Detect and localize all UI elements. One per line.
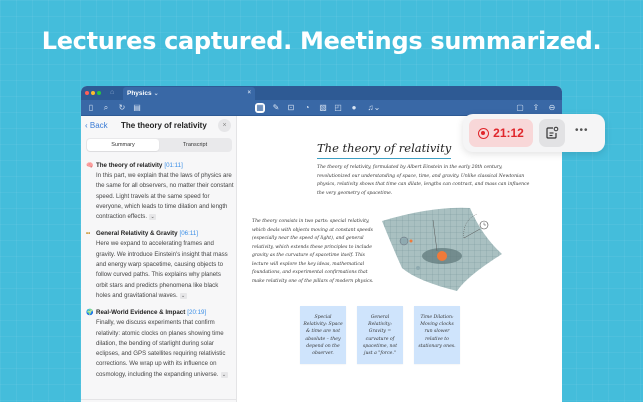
section-heading (86, 309, 234, 316)
summary-section (86, 230, 234, 301)
section-text: Finally, we discuss experiments that confirm relativity: atomic clocks on planes showing time dilation, the bending of starlight during solar eclipses, and GPS satellites requiring relativistic corrections. We wrap up with its influence on cosmology, including the expanding universe. (96, 319, 226, 378)
back-label: Back (89, 121, 108, 130)
zoom-window-button[interactable] (97, 91, 101, 95)
export-icon[interactable]: ⇪ (532, 103, 540, 112)
summary-sections (86, 162, 234, 388)
sidebar-icon[interactable]: ▯ (88, 103, 94, 112)
content-area (81, 116, 562, 402)
pen-icon[interactable]: ✎ (272, 103, 280, 112)
note-summary-icon (545, 126, 559, 140)
globe-icon: 🌍 (86, 310, 94, 317)
expand-button[interactable]: ⌄ (181, 292, 186, 299)
more-options-button[interactable]: ••• (575, 125, 589, 136)
expand-button[interactable]: ⌄ (150, 214, 155, 221)
divider (81, 399, 236, 400)
title-bar (81, 86, 562, 100)
sticky-note[interactable]: Special Relativity: Space & time are not absolute – they depend on the observer. (300, 306, 346, 364)
summary-notes-button[interactable] (539, 119, 565, 147)
section-title: General Relativity & Gravity (96, 230, 178, 238)
minimize-window-button[interactable] (91, 91, 95, 95)
sticky-note[interactable]: Time Dilation: Moving clocks run slower relative to stationary ones. (414, 306, 460, 364)
recording-popover (463, 114, 605, 152)
search-icon[interactable]: ⌕ (103, 103, 109, 112)
section-title: Real-World Evidence & Impact (96, 309, 186, 317)
section-title: The theory of relativity (96, 162, 163, 169)
recording-time: 21:12 (493, 126, 524, 140)
back-button[interactable]: ‹ Back (85, 121, 108, 130)
traffic-lights (85, 91, 101, 95)
expand-button[interactable]: ⌄ (221, 371, 227, 378)
home-icon[interactable]: ⌂ (110, 89, 115, 96)
timestamp-link[interactable]: [06:11] (179, 230, 198, 238)
timestamp-link[interactable]: [20:19] (187, 309, 207, 317)
chevron-down-icon[interactable]: ⌄ (153, 91, 159, 97)
image-icon[interactable]: ▧ (319, 103, 327, 112)
tab-close-button[interactable]: × (247, 90, 251, 96)
minus-circle-icon[interactable]: ⊖ (548, 103, 556, 112)
section-text: Here we expand to accelerating frames and gravity. We introduce Einstein's insight that mass and energy warp spacetime, causing objects to follow curved paths. This explains why planets orbit stars and predicts phenomena like black holes and gravitational waves. (96, 240, 228, 299)
summary-section (86, 309, 234, 380)
section-body (86, 171, 234, 222)
sticky-note[interactable]: General Relativity: Gravity = curvature of spacetime, not just a "force." (357, 306, 403, 364)
section-heading (86, 230, 234, 237)
share-icon[interactable]: ↻ (118, 103, 126, 112)
close-window-button[interactable] (85, 91, 89, 95)
text-box-icon[interactable]: ⊡ (287, 103, 295, 112)
section-body (86, 318, 234, 380)
recording-button[interactable] (469, 119, 533, 147)
shape-icon[interactable]: ◔ (304, 103, 310, 112)
more-circle-icon[interactable]: ● (351, 103, 357, 112)
note-body: The theory consists in two parts: special relativity, which deals with objects moving at constant speeds (especially near the speed of light), and general relativity, which extends these principles to include gravity as the curvature of spacetime itself. This lecture will explore the key ideas, mathematical foundations, and experimental confirmations that make relativity one of the pillars of modern physics. (252, 219, 374, 284)
brain-icon: 🧠 (86, 163, 94, 169)
timestamp-link[interactable]: [01:11] (164, 162, 183, 169)
note-page[interactable] (237, 116, 562, 402)
notes-icon[interactable]: ▦ (256, 103, 264, 112)
tab-summary[interactable]: Summary (87, 139, 159, 151)
note-title: The theory of relativity (317, 141, 451, 159)
sticky-notes (300, 306, 460, 364)
section-heading (86, 162, 234, 169)
tab-label: Physics (127, 90, 152, 97)
eyes-icon: •• (86, 230, 91, 237)
summary-section (86, 162, 234, 222)
headline: Lectures captured. Meetings summarized. (41, 27, 602, 55)
audio-icon[interactable]: ♫⌄ (367, 103, 381, 112)
spacetime-diagram (372, 196, 522, 306)
sidebar-title: The theory of relativity (121, 121, 207, 130)
close-sidebar-button[interactable]: × (218, 119, 231, 132)
tab-physics[interactable] (123, 87, 255, 100)
record-icon (478, 128, 489, 139)
section-text: In this part, we explain that the laws of physics are the same for all observers, no matter their constant speed. Light travels at the same speed for everyone, which leads to time dilation and length contraction effects. (96, 172, 234, 221)
tab-transcript[interactable]: Transcript (182, 142, 208, 148)
summary-sidebar (81, 116, 237, 402)
document-icon[interactable]: ▤ (133, 103, 141, 112)
segmented-control (86, 138, 232, 152)
sticky-note-icon[interactable]: ◰ (334, 103, 342, 112)
section-body (86, 239, 234, 301)
page-icon[interactable]: ▢ (516, 103, 524, 112)
note-intro: The theory of relativity, formulated by Albert Einstein in the early 20th century, revolutionized our understanding of space, time, and gravity. Unlike classical Newtonian physics, relativity shows that time can dilate, lengths can contract, and mass can influence the very geometry of spacetime. (317, 165, 530, 196)
sidebar-header (81, 116, 236, 136)
